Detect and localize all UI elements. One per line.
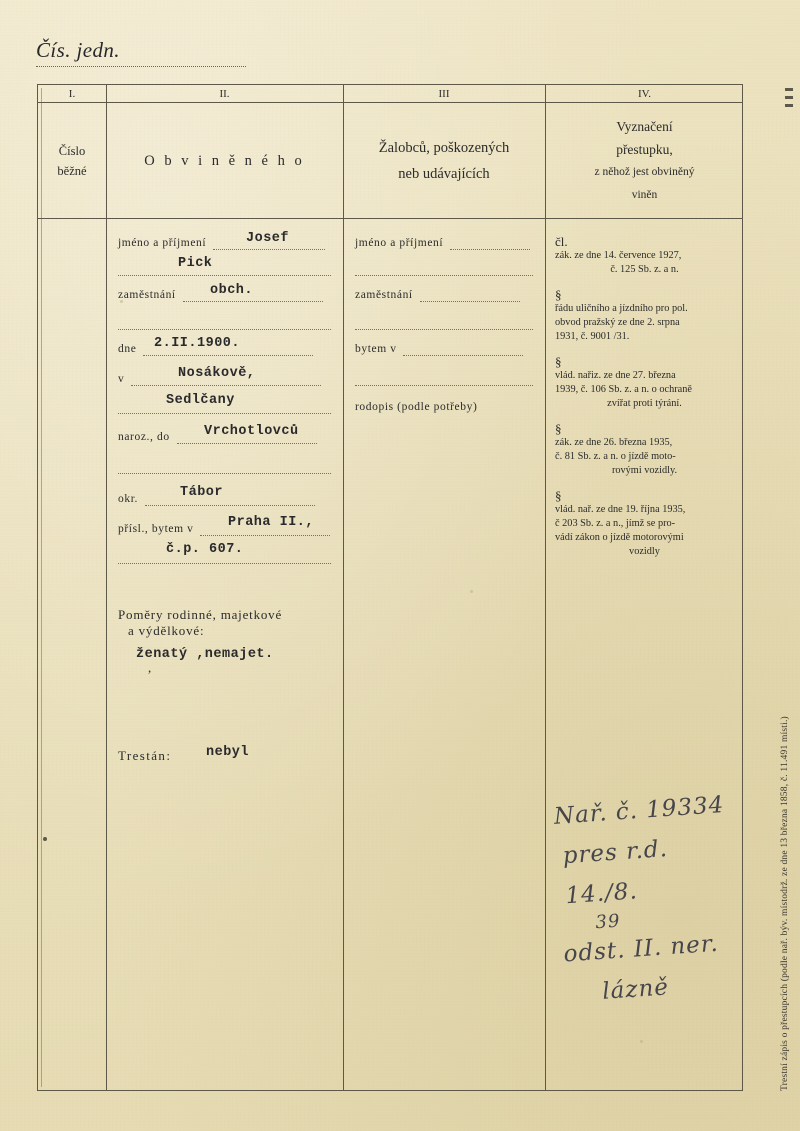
column-numeral-3: III bbox=[438, 88, 450, 100]
offence-line: zák. ze dne 26. března 1935, bbox=[555, 437, 673, 448]
accused-domicile-label: naroz., do bbox=[118, 431, 170, 444]
accused-birthdate-label: dne bbox=[118, 343, 137, 356]
offence-line: řádu uličního a jízdního pro pol. bbox=[555, 303, 688, 314]
header-plaintiff bbox=[343, 103, 545, 219]
offence-entry bbox=[555, 355, 734, 411]
plaintiff-description-label: rodopis (podle potřeby) bbox=[355, 401, 478, 413]
plaintiff-name-label: jméno a příjmení bbox=[355, 237, 444, 250]
column-numeral-1: I. bbox=[68, 88, 76, 100]
offence-entry bbox=[555, 422, 734, 478]
plaintiff-occupation-label: zaměstnání bbox=[355, 289, 413, 302]
accused-occupation: obch. bbox=[210, 283, 254, 298]
header-running-number-line1: Číslo bbox=[58, 144, 86, 158]
accused-residence-2: č.p. 607. bbox=[166, 542, 244, 557]
handwritten-line: 39 bbox=[594, 910, 622, 934]
offence-line: vlád. nař. ze dne 19. října 1935, bbox=[555, 504, 686, 515]
plaintiff-name2-field[interactable] bbox=[355, 263, 533, 276]
form-footnote: Trestní zápis o přestupcích (podle nař. býv. místodrž. ze dne 13 března 1858, č. 11.491 místi.) bbox=[780, 716, 790, 1091]
header-offence-line2: přestupku, bbox=[616, 142, 673, 157]
offence-marker: § bbox=[555, 421, 562, 436]
accused-extra-field[interactable] bbox=[118, 317, 331, 330]
offence-line: č. 125 Sb. z. a n. bbox=[610, 264, 679, 275]
offence-entry bbox=[555, 489, 734, 559]
plaintiff-residence-field[interactable] bbox=[403, 343, 523, 356]
handwritten-annotation bbox=[553, 784, 758, 1015]
previous-punishment-value: nebyl bbox=[206, 745, 250, 760]
column-numeral-2: II. bbox=[219, 88, 230, 100]
accused-first-name: Josef bbox=[246, 231, 290, 246]
accused-occupation-label: zaměstnání bbox=[118, 289, 176, 302]
handwritten-line: lázně bbox=[601, 974, 670, 1005]
offence-entry bbox=[555, 235, 734, 277]
plaintiff-details bbox=[343, 219, 545, 1090]
accused-birthplace-2: Sedlčany bbox=[166, 393, 235, 408]
offence-marker: § bbox=[555, 287, 562, 302]
offence-line: č 203 Sb. z. a n., jímž se pro- bbox=[555, 518, 676, 529]
header-plaintiff-line1: Žalobců, poškozených bbox=[378, 140, 510, 156]
header-running-number bbox=[38, 103, 106, 219]
accused-district: Tábor bbox=[180, 485, 224, 500]
accused-domicile: Vrchotlovců bbox=[204, 424, 299, 439]
offence-marker: čl. bbox=[555, 234, 568, 249]
offence-line: 1939, č. 106 Sb. z. a n. o ochraně bbox=[555, 384, 692, 395]
handwritten-line: Nař. č. 19334 bbox=[553, 791, 726, 830]
edge-marks bbox=[785, 88, 795, 128]
offence-line: zvířat proti týrání. bbox=[607, 398, 682, 409]
accused-birthdate: 2.II.1900. bbox=[154, 336, 241, 351]
plaintiff-occupation2-field[interactable] bbox=[355, 317, 533, 330]
offence-line: vozidly bbox=[629, 546, 660, 557]
typed-stray-mark: , bbox=[148, 660, 152, 675]
reference-number-label: Čís. jedn. bbox=[36, 38, 120, 62]
header-running-number-line2: běžné bbox=[57, 164, 87, 178]
accused-details bbox=[106, 219, 343, 1090]
family-circumstances-label-line2: a výdělkové: bbox=[128, 623, 205, 638]
offence-line: vlád. nařiz. ze dne 27. března bbox=[555, 370, 676, 381]
column-numeral-4: IV. bbox=[638, 88, 651, 100]
header-offence-line4: viněn bbox=[631, 189, 658, 201]
offence-line: obvod pražský ze dne 2. srpna bbox=[555, 317, 680, 328]
accused-birthplace: Nosákově, bbox=[178, 366, 256, 381]
offence-entry bbox=[555, 288, 734, 344]
accused-residence-label: přísl., bytem v bbox=[118, 523, 194, 536]
handwritten-line: odst. II. ner. bbox=[562, 930, 720, 968]
accused-domicile2-field[interactable] bbox=[118, 461, 331, 474]
offence-line: č. 81 Sb. z. a n. o jízdě moto- bbox=[555, 451, 676, 462]
plaintiff-name-field[interactable] bbox=[450, 237, 530, 250]
previous-punishment-label: Trestán: bbox=[118, 748, 172, 763]
header-accused: O b v i n ě n é h o bbox=[144, 152, 305, 169]
offence-line: 1931, č. 9001 /31. bbox=[555, 331, 630, 342]
accused-birthplace-label: v bbox=[118, 373, 125, 386]
header-offence-line3: z něhož jest obviněný bbox=[594, 166, 695, 178]
header-offence bbox=[545, 103, 744, 219]
offence-marker: § bbox=[555, 488, 562, 503]
offence-line: rovými vozidly. bbox=[611, 465, 678, 476]
accused-surname: Pick bbox=[178, 256, 213, 271]
reference-number-field[interactable] bbox=[36, 66, 246, 67]
column-numerals-row bbox=[38, 85, 742, 103]
accused-district-field[interactable] bbox=[145, 493, 315, 506]
offence-line: vádí zákon o jízdě motorovými bbox=[555, 532, 684, 543]
offence-line: zák. ze dne 14. července 1927, bbox=[555, 250, 682, 261]
header-offence-line1: Vyznačení bbox=[616, 119, 673, 134]
family-circumstances-label-line1: Poměry rodinné, majetkové bbox=[118, 607, 283, 622]
accused-name-label: jméno a příjmení bbox=[118, 237, 207, 250]
header-plaintiff-line2: neb udávajících bbox=[398, 166, 490, 182]
plaintiff-occupation-field[interactable] bbox=[420, 289, 520, 302]
plaintiff-residence2-field[interactable] bbox=[355, 373, 533, 386]
offence-marker: § bbox=[555, 354, 562, 369]
accused-residence: Praha II., bbox=[228, 515, 315, 530]
accused-district-label: okr. bbox=[118, 493, 138, 506]
plaintiff-residence-label: bytem v bbox=[355, 343, 397, 356]
family-circumstances-value: ženatý ,nemajet. bbox=[136, 647, 274, 662]
accused-surname-field[interactable] bbox=[118, 263, 331, 276]
handwritten-line: pres r.d. 14./8. bbox=[561, 836, 669, 910]
